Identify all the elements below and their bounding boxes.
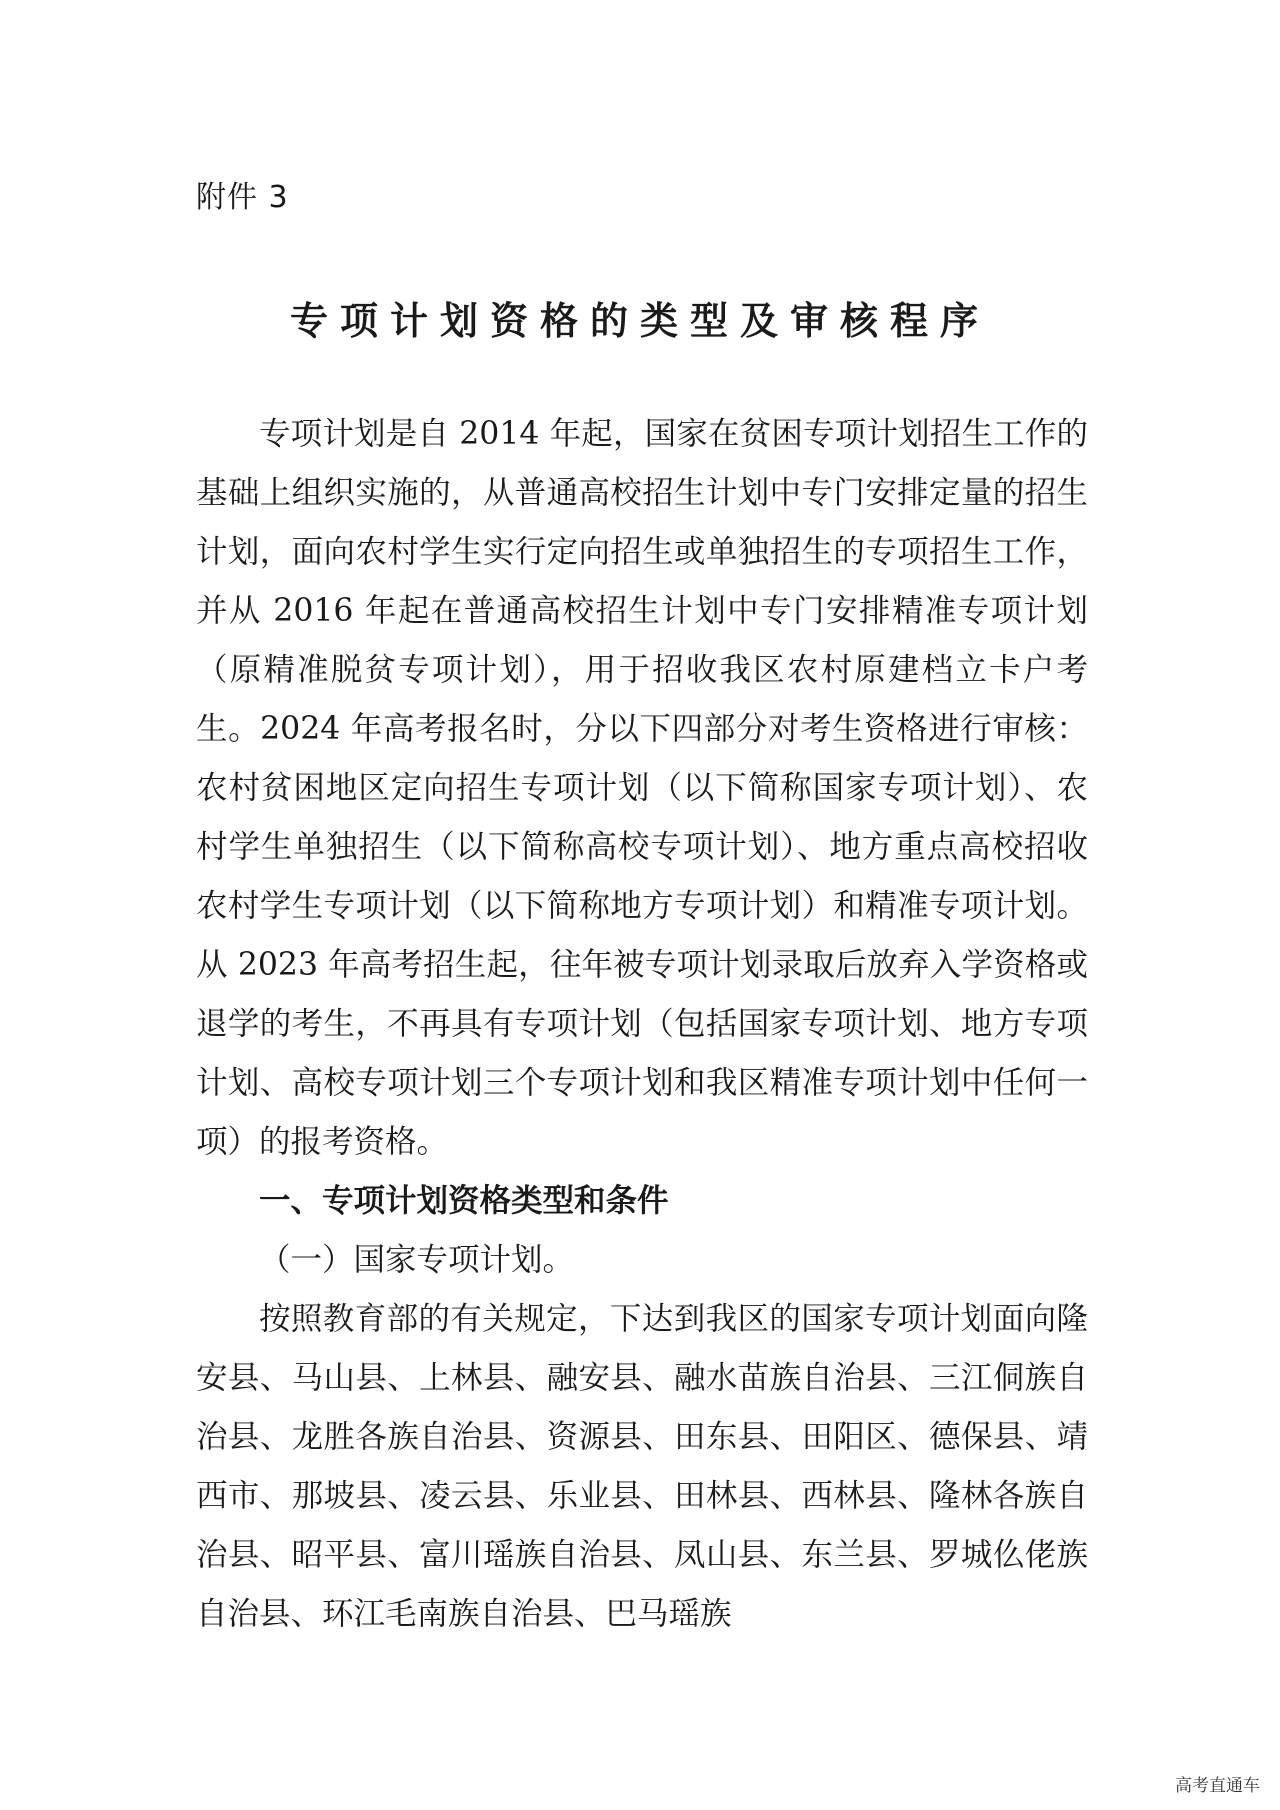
- attachment-label: 附件 3: [196, 180, 289, 215]
- subsection-paragraph: 按照教育部的有关规定，下达到我区的国家专项计划面向隆安县、马山县、上林县、融安县、融水苗族自治县、三江侗族自治县、龙胜各族自治县、资源县、田东县、田阳区、德保县、靖西市、那坡县、凌云县、乐业县、田林县、西林县、隆林各族自治县、昭平县、富川瑶族自治县、凤山县、东兰县、罗城仫佬族自治县、环江毛南族自治县、巴马瑶族: [196, 1301, 1088, 1632]
- subsection-heading: （一）国家专项计划。: [259, 1242, 575, 1278]
- document-body: [196, 405, 1088, 1644]
- section-heading: 一、专项计划资格类型和条件: [259, 1183, 669, 1219]
- document-title: 专项计划资格的类型及审核程序: [289, 298, 990, 343]
- watermark-label: 高考直通车: [1175, 1776, 1260, 1796]
- intro-paragraph: 专项计划是自 2014 年起，国家在贫困专项计划招生工作的基础上组织实施的，从普通高校招生计划中专门安排定量的招生计划，面向农村学生实行定向招生或单独招生的专项招生工作，并从 2016 年起在普通高校招生计划中专门安排精准专项计划（原精准脱贫专项计划），用于招收我区农村原建档立卡户考生。2024 年高考报名时，分以下四部分对考生资格进行审核：农村贫困地区定向招生专项计划（以下简称国家专项计划）、农村学生单独招生（以下简称高校专项计划）、地方重点高校招收农村学生专项计划（以下简称地方专项计划）和精准专项计划。从 2023 年高考招生起，往年被专项计划录取后放弃入学资格或退学的考生，不再具有专项计划（包括国家专项计划、地方专项计划、高校专项计划三个专项计划和我区精准专项计划中任何一项）的报考资格。: [196, 416, 1088, 1160]
